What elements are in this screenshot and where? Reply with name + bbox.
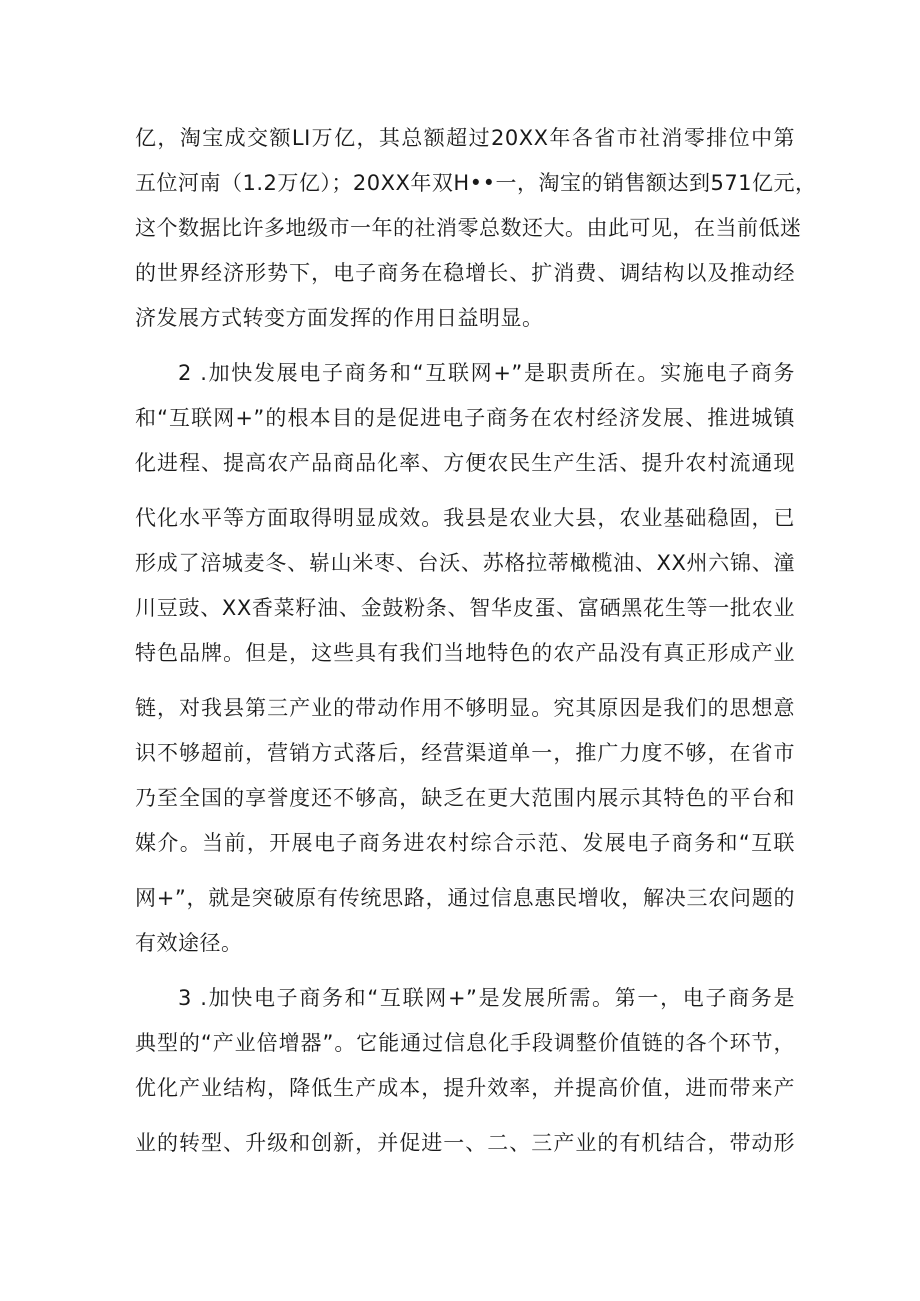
text-line: 的世界经济形势下，电子商务在稳增长、扩消费、调结构以及推动经 (135, 261, 795, 285)
text-line: 链，对我县第三产业的带动作用不够明显。究其原因是我们的思想意 (135, 696, 795, 720)
paragraph-first-line: 3 .加快电子商务和“互联网+”是发展所需。第一，电子商务是 (178, 986, 795, 1010)
text-line: 特色品牌。但是，这些具有我们当地特色的农产品没有真正形成产业 (135, 641, 795, 665)
text-line: 优化产业结构，降低生产成本，提升效率，并提高价值，进而带来产 (135, 1076, 795, 1100)
text-line: 业的转型、升级和创新，并促进一、二、三产业的有机结合，带动形 (135, 1131, 795, 1155)
text-line: 川豆豉、XX香菜籽油、金鼓粉条、智华皮蛋、富硒黑花生等一批农业 (135, 596, 795, 620)
text-line: 识不够超前，营销方式落后，经营渠道单一，推广力度不够，在省市 (135, 741, 795, 765)
text-line: 和“互联网+”的根本目的是促进电子商务在农村经济发展、推进城镇 (135, 406, 795, 430)
text-line: 媒介。当前，开展电子商务进农村综合示范、发展电子商务和“互联 (135, 831, 795, 855)
paragraph-first-line: 2 .加快发展电子商务和“互联网+”是职责所在。实施电子商务 (178, 361, 795, 385)
text-line: 济发展方式转变方面发挥的作用日益明显。 (135, 306, 544, 330)
text-line: 典型的“产业倍增器”。它能通过信息化手段调整价值链的各个环节， (135, 1031, 795, 1055)
text-line: 乃至全国的享誉度还不够高，缺乏在更大范围内展示其特色的平台和 (135, 786, 795, 810)
text-line: 有效途径。 (135, 931, 243, 955)
text-line: 五位河南（1.2万亿）；20XX年双H••一，淘宝的销售额达到571亿元， (135, 171, 817, 195)
text-line: 化进程、提高农产品商品化率、方便农民生产生活、提升农村流通现 (135, 451, 795, 475)
text-line: 形成了涪城麦冬、崭山米枣、台沃、苏格拉蒂橄榄油、XX州六锦、潼 (135, 551, 795, 575)
text-line: 网+”，就是突破原有传统思路，通过信息惠民增收，解决三农问题的 (135, 886, 795, 910)
text-line: 亿，淘宝成交额LI万亿，其总额超过20XX年各省市社消零排位中第 (135, 126, 795, 150)
text-line: 这个数据比许多地级市一年的社消零总数还大。由此可见，在当前低迷 (135, 216, 802, 240)
text-line: 代化水平等方面取得明显成效。我县是农业大县，农业基础稳固，已 (135, 506, 795, 530)
